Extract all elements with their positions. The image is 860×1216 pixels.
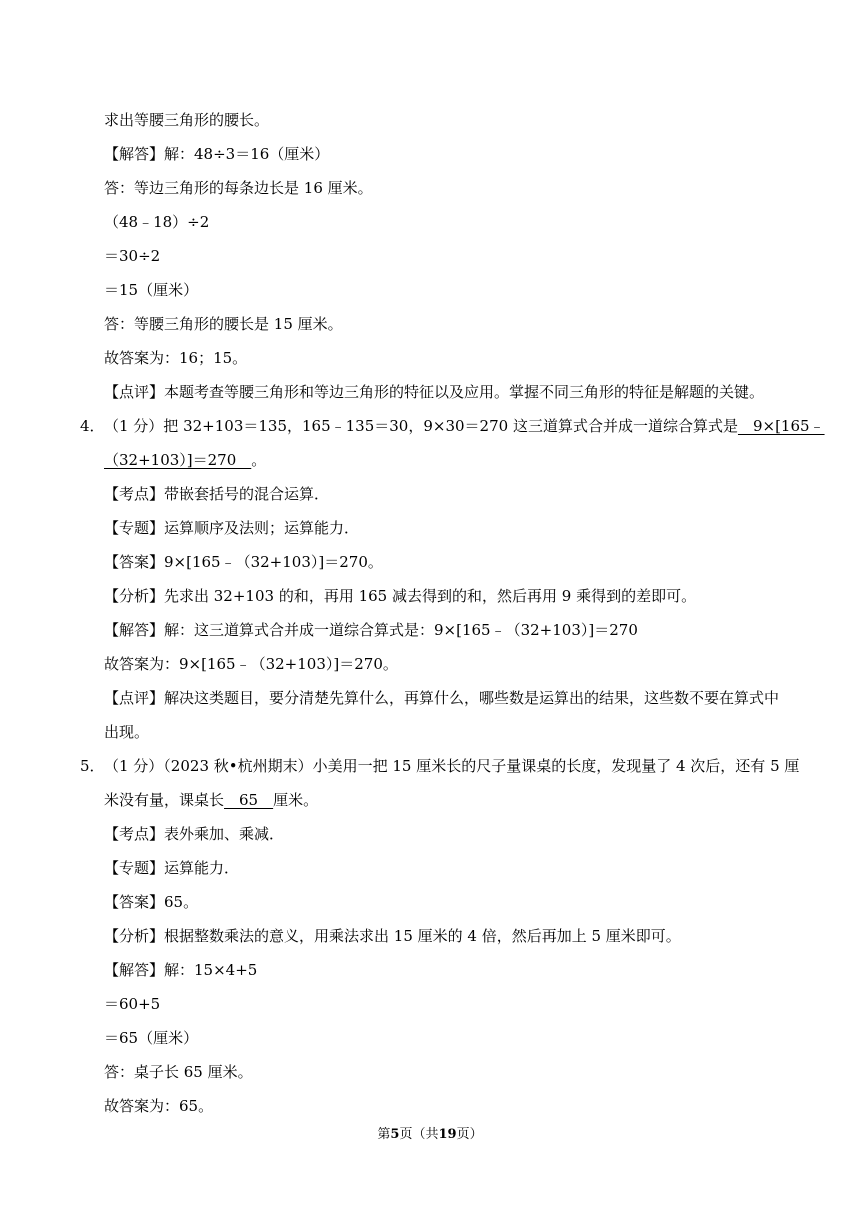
question-stem-text: （1 分）把 32+103＝135，165﹣135＝30，9×30＝270 这三道算式合并成一道综合算式是 bbox=[104, 417, 738, 435]
answer-blank: 65 bbox=[224, 791, 274, 809]
footer-pre: 第 bbox=[377, 1127, 391, 1142]
question-stem bbox=[104, 416, 825, 436]
final-answer-line: 故答案为：9×[165﹣（32+103）]＝270。 bbox=[104, 655, 398, 673]
page-total: 19 bbox=[438, 1127, 457, 1142]
answer-line: 答：等边三角形的每条边长是 16 厘米。 bbox=[104, 179, 373, 197]
kaodian-line: 【考点】带嵌套括号的混合运算． bbox=[104, 485, 330, 503]
final-answer-line: 故答案为：65。 bbox=[104, 1097, 214, 1115]
question-number: 4． bbox=[80, 417, 105, 435]
question-stem-cont bbox=[104, 790, 318, 810]
daan-line: 【答案】65。 bbox=[104, 893, 199, 911]
jieda-line: 【解答】解：15×4+5 bbox=[104, 961, 258, 979]
question-stem: （1 分）（2023 秋•杭州期末）小美用一把 15 厘米长的尺子量课桌的长度，发现量了 4 次后，还有 5 厘 bbox=[104, 757, 800, 775]
answer-line: 答：桌子长 65 厘米。 bbox=[104, 1063, 253, 1081]
answer-line: 答：等腰三角形的腰长是 15 厘米。 bbox=[104, 315, 343, 333]
kaodian-line: 【考点】表外乘加、乘减． bbox=[104, 825, 285, 843]
text-line: 求出等腰三角形的腰长。 bbox=[104, 111, 270, 129]
calc-line: ＝30÷2 bbox=[104, 247, 161, 265]
comment-line: 【点评】本题考查等腰三角形和等边三角形的特征以及应用。掌握不同三角形的特征是解题的关键。 bbox=[104, 383, 765, 401]
question-number: 5． bbox=[80, 757, 105, 775]
daan-line: 【答案】9×[165﹣（32+103）]＝270。 bbox=[104, 553, 383, 571]
calc-line: ＝15（厘米） bbox=[104, 281, 199, 299]
zhuanti-line: 【专题】运算顺序及法则；运算能力． bbox=[104, 519, 360, 537]
question-stem-end: 。 bbox=[251, 451, 267, 469]
question-stem-end: 厘米。 bbox=[273, 791, 319, 809]
question-stem-cont bbox=[104, 450, 266, 470]
comment-line: 【点评】解决这类题目，要分清楚先算什么，再算什么，哪些数是运算出的结果，这些数不要在算式中 bbox=[104, 689, 780, 707]
calc-line: ＝60+5 bbox=[104, 995, 161, 1013]
answer-blank: （32+103）]＝270 bbox=[104, 451, 252, 469]
zhuanti-line: 【专题】运算能力． bbox=[104, 859, 240, 877]
page-footer bbox=[0, 1126, 860, 1144]
question-stem-text: 米没有量，课桌长 bbox=[104, 791, 225, 809]
calc-line: ＝65（厘米） bbox=[104, 1029, 199, 1047]
answer-blank: 9×[165﹣ bbox=[737, 417, 825, 435]
comment-line-cont: 出现。 bbox=[104, 723, 150, 741]
final-answer-line: 故答案为：16；15。 bbox=[104, 349, 248, 367]
fenxi-line: 【分析】根据整数乘法的意义，用乘法求出 15 厘米的 4 倍，然后再加上 5 厘米即可。 bbox=[104, 927, 681, 945]
footer-post: 页） bbox=[456, 1127, 483, 1142]
solution-line: 【解答】解：48÷3＝16（厘米） bbox=[104, 145, 330, 163]
jieda-line: 【解答】解：这三道算式合并成一道综合算式是：9×[165﹣（32+103）]＝270 bbox=[104, 621, 638, 639]
calc-line: （48﹣18）÷2 bbox=[104, 213, 210, 231]
fenxi-line: 【分析】先求出 32+103 的和，再用 165 减去得到的和，然后再用 9 乘得到的差即可。 bbox=[104, 587, 697, 605]
footer-mid: 页（共 bbox=[399, 1127, 439, 1142]
page-number: 5 bbox=[390, 1127, 400, 1142]
